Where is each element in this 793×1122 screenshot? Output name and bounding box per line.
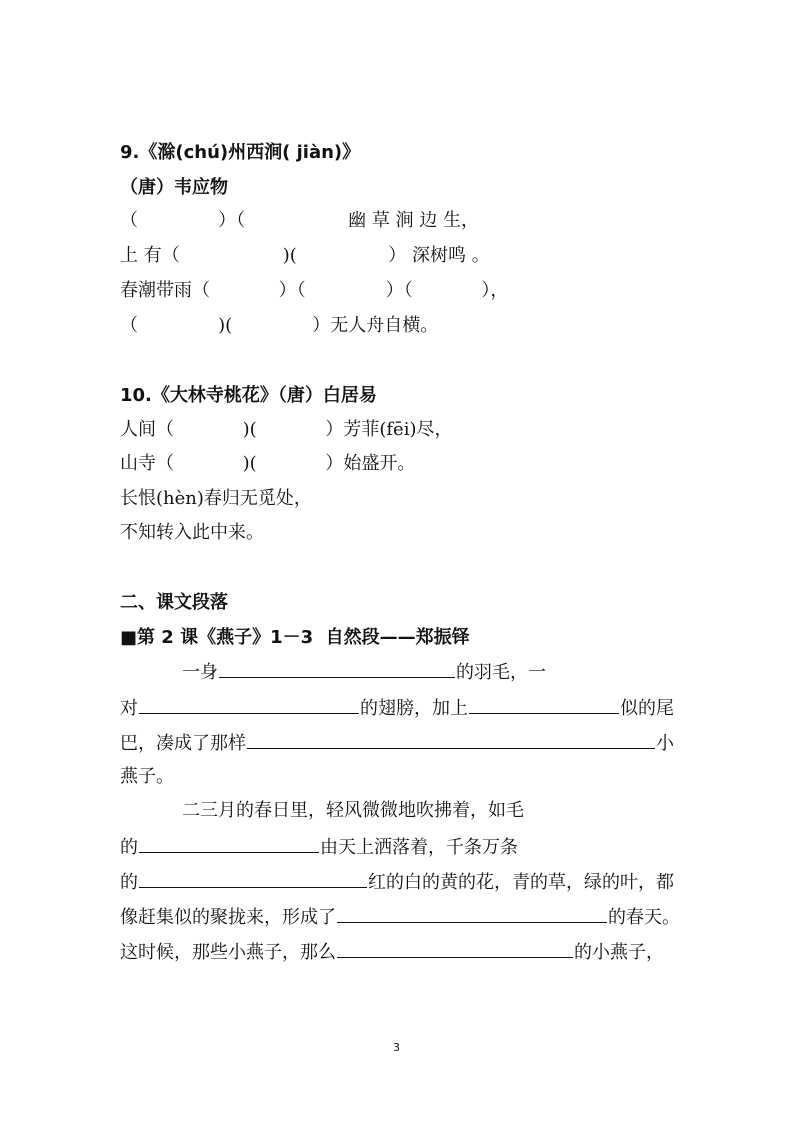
poem10-title: 10.《大林寺桃花》（唐）白居易 [120, 385, 377, 406]
fill-blank[interactable] [247, 730, 655, 749]
passage-text: 对 [120, 698, 138, 719]
passage-line-6 [120, 834, 518, 860]
poem9-line-2: 上 有（ )( ） 深树鸣 。 [120, 245, 490, 266]
passage-text: 像赶集似的聚拢来，形成了 [120, 907, 336, 928]
passage-text: 的 [120, 837, 138, 858]
poem10-line-2: 山寺（ )( ）始盛开。 [120, 453, 416, 474]
poem10-line-1: 人间（ )( ）芳菲(fēi)尽， [120, 419, 453, 440]
passage-line-7 [120, 869, 674, 895]
poem9-title: 9.《滁(chú)州西涧( jiàn)》 [120, 142, 361, 163]
page-number: 3 [393, 1041, 400, 1054]
passage-text: 的翅膀，加上 [360, 698, 468, 719]
passage-text: 小 [656, 733, 674, 754]
passage-text: 的小燕子， [574, 942, 664, 963]
fill-blank[interactable] [337, 939, 573, 958]
passage-line-1 [182, 659, 546, 685]
lesson-heading: ■第 2 课《燕子》1－3 自然段——郑振铎 [120, 627, 470, 648]
passage-line-8 [120, 904, 680, 930]
passage-text: 似的尾 [620, 698, 674, 719]
passage-text: 的春天。 [608, 907, 680, 928]
section-heading: 二、课文段落 [120, 592, 228, 613]
fill-blank[interactable] [139, 834, 319, 853]
passage-text: 这时候，那些小燕子，那么 [120, 942, 336, 963]
passage-line-3 [120, 730, 674, 756]
poem9-line-1: （ ）（ 幽 草 涧 边 生， [120, 210, 479, 231]
passage-text: 由天上洒落着，千条万条 [320, 837, 518, 858]
poem10-line-3: 长恨(hèn)春归无觅处， [120, 488, 312, 509]
fill-blank[interactable] [139, 869, 367, 888]
poem9-author: （唐）韦应物 [120, 177, 228, 198]
passage-text: 一身 [182, 662, 218, 683]
poem9-line-3: 春潮带雨（ ）（ ）（ ）， [120, 280, 509, 301]
fill-blank[interactable] [139, 695, 359, 714]
passage-text: 红的白的黄的花，青的草，绿的叶，都 [368, 872, 674, 893]
passage-line-2 [120, 695, 674, 721]
passage-line-4: 燕子。 [120, 766, 174, 787]
poem10-line-4: 不知转入此中来。 [120, 522, 264, 543]
passage-text: 巴，凑成了那样 [120, 733, 246, 754]
poem9-line-4: （ )( ）无人舟自横。 [120, 315, 439, 336]
passage-line-9 [120, 939, 664, 965]
passage-line-5: 二三月的春日里，轻风微微地吹拂着，如毛 [182, 800, 524, 821]
fill-blank[interactable] [219, 659, 455, 678]
passage-text: 的 [120, 872, 138, 893]
passage-text: 的羽毛，一 [456, 662, 546, 683]
fill-blank[interactable] [469, 695, 619, 714]
fill-blank[interactable] [337, 904, 607, 923]
